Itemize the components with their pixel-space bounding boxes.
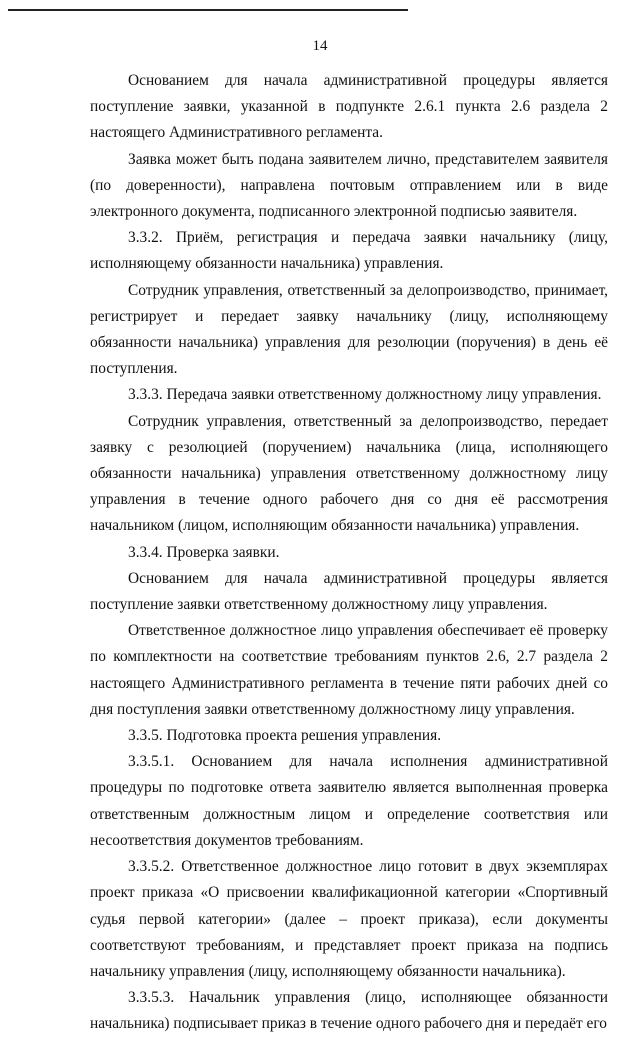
paragraph: Основанием для начала административной процедуры является поступление заявки, указанной в подпункте 2.6.1 пункта 2.6 раздела 2 настоящего Административного регламента. <box>90 72 608 142</box>
section-heading: 3.3.3. Передача заявки ответственному должностному лицу управления. <box>128 386 602 404</box>
section-heading: 3.3.2. Приём, регистрация и передача заявки начальнику (лицу, исполняющему обязанности начальника) управления. <box>90 229 608 273</box>
paragraph: Заявка может быть подана заявителем лично, представителем заявителя (по доверенности), направлена почтовым отправлением или в виде электронного документа, подписанного электронной подписью заявителя. <box>90 150 608 221</box>
paragraph: 3.3.5.3. Начальник управления (лицо, исполняющее обязанности начальника) подписывает приказ в течение одного рабочего дня и передаёт его <box>90 989 608 1033</box>
paragraph: 3.3.5.1. Основанием для начала исполнения административной процедуры по подготовке ответа заявителю является выполненная проверка ответственным должностным лицом и определение соответствия или несоответствия документов требованиям. <box>90 753 608 849</box>
paragraph: Сотрудник управления, ответственный за делопроизводство, передает заявку с резолюцией (поручением) начальника (лица, исполняющего обязанности начальника) управления ответственному должностному лицу управления в течение одного рабочего дня со дня её рассмотрения начальником (лицом, исполняющим обязанности начальника) управления. <box>90 412 608 535</box>
paragraph: Сотрудник управления, ответственный за делопроизводство, принимает, регистрирует и передает заявку начальнику (лицу, исполняющему обязанности начальника) управления для резолюции (поручения) в день её поступления. <box>90 281 608 378</box>
section-heading: 3.3.4. Проверка заявки. <box>128 543 280 561</box>
paragraph: Ответственное должностное лицо управления обеспечивает её проверку по комплектности на соответствие требованиям пунктов 2.6, 2.7 раздела 2 настоящего Административного регламента в течение пяти рабочих дней со дня поступления заявки ответственному должностному лицу управления. <box>90 622 608 718</box>
paragraph: 3.3.5.2. Ответственное должностное лицо готовит в двух экземплярах проект приказа «О присвоении квалификационной категории «Спортивный судья первой категории» (далее – проект приказа), если документы соответствуют требованиям, и представляет проект приказа на подпись начальнику управления (лицу, исполняющему обязанности начальника). <box>90 858 608 980</box>
document-body <box>90 68 608 1038</box>
section-heading: 3.3.5. Подготовка проекта решения управления. <box>128 727 442 745</box>
paragraph: Основанием для начала административной процедуры является поступление заявки ответственному должностному лицу управления. <box>90 569 608 614</box>
page-number: 14 <box>312 38 328 54</box>
top-rule <box>8 9 408 11</box>
